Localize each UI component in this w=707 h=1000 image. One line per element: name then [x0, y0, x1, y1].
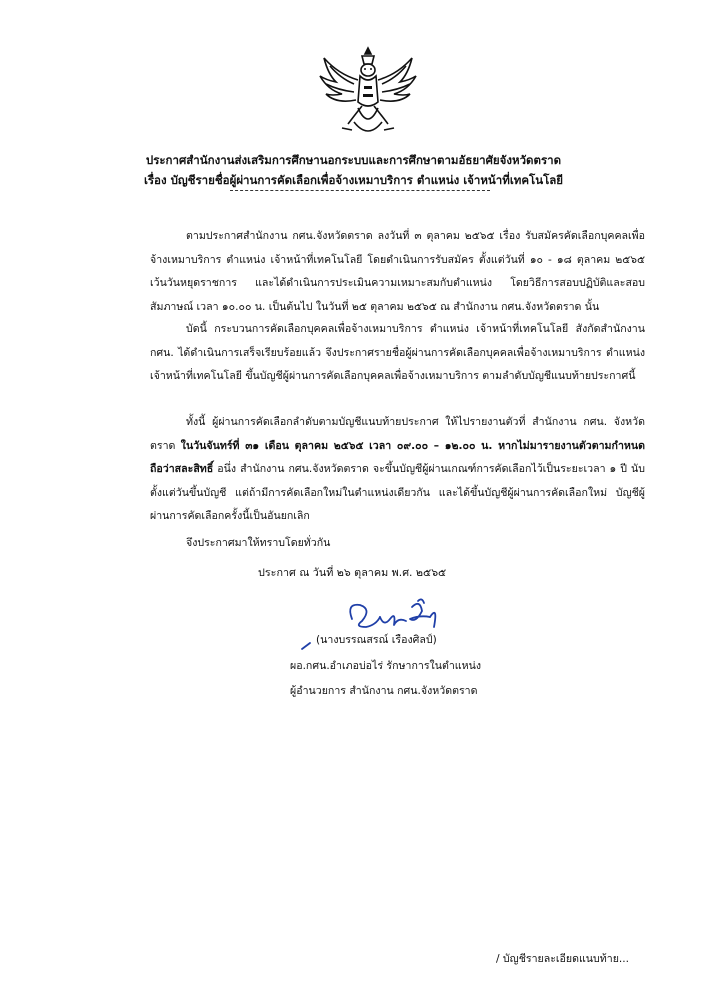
announcement-date: ประกาศ ณ วันที่ ๒๖ ตุลาคม พ.ศ. ๒๕๖๕ — [258, 566, 447, 579]
signer-name: (นางบรรณสรณ์ เรืองศิลป์) — [316, 634, 437, 646]
reporting-deadline: ในวันจันทร์ที่ ๓๑ เดือน ตุลาคม ๒๕๖๕ เวลา ๐๙.๐๐ – ๑๒.๐๐ น. หากไม่มารายงานตัวตามกำหนดถือว่าสละสิทธิ์ — [150, 439, 646, 476]
signer-position-line-2: ผู้อำนวยการ สำนักงาน กศน.จังหวัดตราด — [290, 685, 478, 697]
announcement-text: จึงประกาศมาให้ทราบโดยทั่วกัน — [186, 537, 331, 549]
body-paragraph-1 — [150, 225, 645, 319]
paragraph-end: อนึ่ง สำนักงาน กศน.จังหวัดตราด จะขึ้นบัญชีผู้ผ่านเกณฑ์การคัดเลือกไว้เป็นระยะเวลา ๑ ปี นับตั้งแต่วันขึ้นบัญชี แต่ถ้ามีการคัดเลือกใหม่ในตำแหน่งเดียวกัน และได้ขึ้นบัญชีผู้ผ่านการคัดเลือกใหม่ บัญชีผู้ผ่านการคัดเลือกครั้งนี้เป็นอันยกเลิก — [150, 463, 645, 523]
document-subject: เรื่อง บัญชีรายชื่อผู้ผ่านการคัดเลือกเพื่อจ้างเหมาบริการ ตำแหน่ง เจ้าหน้าที่เทคโนโลยี — [143, 173, 564, 187]
body-announcement — [150, 532, 645, 556]
attachment-note: / บัญชีรายละเอียดแนบท้าย... — [496, 953, 630, 965]
document-title: ประกาศสำนักงานส่งเสริมการศึกษานอกระบบและการศึกษาตามอัธยาศัยจังหวัดตราด — [145, 153, 562, 167]
paragraph-text — [150, 411, 645, 529]
garuda-emblem-icon — [318, 44, 418, 142]
body-paragraph-2 — [150, 318, 645, 389]
paragraph-start: ทั้งนี้ ผู้ผ่านการคัดเลือกลำดับตามบัญชีแนบท้ายประกาศ ให้ไปรายงานตัวที่ สำนักงาน กศน. จังหวัดตราด — [150, 416, 645, 452]
body-paragraph-3 — [150, 411, 645, 529]
paragraph-text: บัดนี้ กระบวนการคัดเลือกบุคคลเพื่อจ้างเหมาบริการ ตำแหน่ง เจ้าหน้าที่เทคโนโลยี สังกัดสำนักงาน กศน. ได้ดำเนินการเสร็จเรียบร้อยแล้ว จึงประกาศรายชื่อผู้ผ่านการคัดเลือกบุคคลเพื่อจ้างเหมาบริการ ตำแหน่ง เจ้าหน้าที่เทคโนโลยี ขึ้นบัญชีผู้ผ่านการคัดเลือกบุคคลเพื่อจ้างเหมาบริการ ตามลำดับบัญชีแนบท้ายประกาศนี้ — [150, 323, 645, 383]
paragraph-text: ตามประกาศสำนักงาน กศน.จังหวัดตราด ลงวันที่ ๓ ตุลาคม ๒๕๖๕ เรื่อง รับสมัครคัดเลือกบุคคลเพื่อจ้างเหมาบริการ ตำแหน่ง เจ้าหน้าที่เทคโนโลยี โดยดำเนินการรับสมัคร ตั้งแต่วันที่ ๑๐ - ๑๘ ตุลาคม ๒๕๖๕ เว้นวันหยุดราชการ และได้ดำเนินการประเมินความเหมาะสมกับตำแหน่ง โดยวิธีการสอบปฏิบัติและสอบสัมภาษณ์ เวลา ๑๐.๐๐ น. เป็นต้นไป ในวันที่ ๒๕ ตุลาคม ๒๕๖๕ ณ สำนักงาน กศน.จังหวัดตราด นั้น — [150, 230, 645, 313]
title-divider — [230, 190, 490, 191]
signer-position-line-1: ผอ.กศน.อำเภอบ่อไร่ รักษาการในตำแหน่ง — [290, 660, 481, 672]
